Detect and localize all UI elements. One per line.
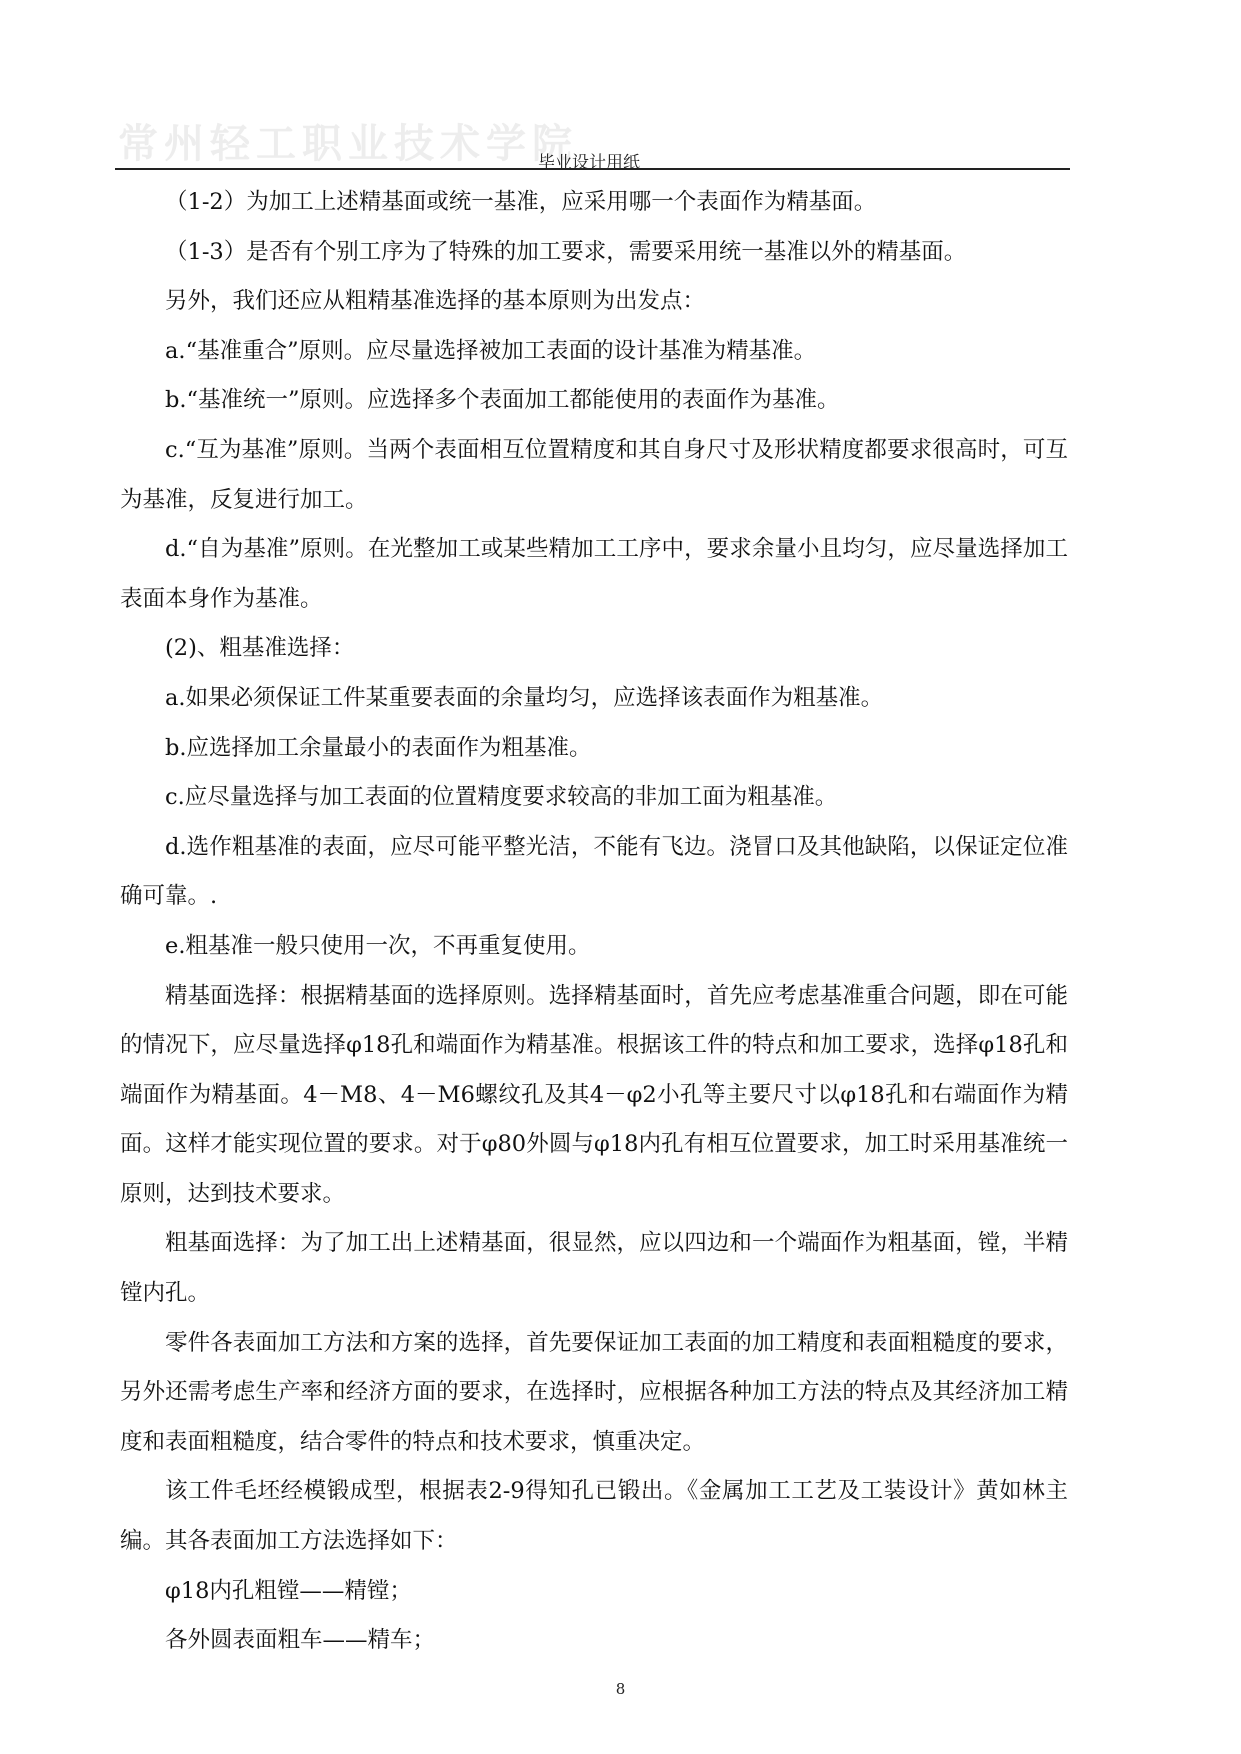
header-title: 毕业设计用纸 (538, 153, 640, 173)
paragraph: 该工件毛坯经模锻成型，根据表2-9得知孔已锻出。《金属加工工艺及工装设计》黄如林主编。其各表面加工方法选择如下： (120, 1478, 1068, 1555)
paragraph: （1-3）是否有个别工序为了特殊的加工要求，需要采用统一基准以外的精基面。 (165, 238, 967, 265)
paragraph: a.如果必须保证工件某重要表面的余量均匀，应选择该表面作为粗基准。 (165, 684, 884, 711)
paragraph: d.“自为基准”原则。在光整加工或某些精加工工序中，要求余量小且均匀，应尽量选择加工表面本身作为基准。 (120, 536, 1068, 612)
paragraph: b.应选择加工余量最小的表面作为粗基准。 (165, 734, 592, 761)
paragraph: 零件各表面加工方法和方案的选择，首先要保证加工表面的加工精度和表面粗糙度的要求，另外还需考虑生产率和经济方面的要求，在选择时，应根据各种加工方法的特点及其经济加工精度和表面粗糙度，结合零件的特点和技术要求，慎重决定。 (120, 1329, 1068, 1455)
paragraph: (2)、粗基准选择： (165, 635, 355, 662)
paragraph: （1-2）为加工上述精基面或统一基准，应采用哪一个表面作为精基面。 (165, 189, 877, 215)
paragraph: e.粗基准一般只使用一次，不再重复使用。 (165, 932, 591, 959)
paragraph: a.“基准重合”原则。应尽量选择被加工表面的设计基准为精基准。 (165, 337, 817, 364)
paragraph: b.“基准统一”原则。应选择多个表面加工都能使用的表面作为基准。 (165, 387, 840, 414)
page-number: 8 (615, 1680, 626, 1698)
paragraph: c.应尽量选择与加工表面的位置精度要求较高的非加工面为粗基准。 (165, 784, 838, 811)
document-body (120, 178, 1068, 1666)
paragraph: 精基面选择：根据精基面的选择原则。选择精基面时，首先应考虑基准重合问题，即在可能的情况下，应尽量选择φ18孔和端面作为精基准。根据该工件的特点和加工要求，选择φ18孔和端面作为精基面。4－M8、4－M6螺纹孔及其4－φ2小孔等主要尺寸以φ18孔和右端面作为精面。这样才能实现位置的要求。对于φ80外圆与φ18内孔有相互位置要求，加工时采用基准统一原则，达到技术要求。 (120, 982, 1068, 1207)
paragraph: 另外，我们还应从粗精基准选择的基本原则为出发点： (165, 288, 706, 315)
paragraph: c.“互为基准”原则。当两个表面相互位置精度和其自身尺寸及形状精度都要求很高时，可互为基准，反复进行加工。 (120, 436, 1068, 513)
paragraph: 各外圆表面粗车——精车； (165, 1627, 436, 1654)
paragraph: φ18内孔粗镗——精镗； (165, 1577, 412, 1604)
header-rule (115, 168, 1070, 170)
paragraph: 粗基面选择：为了加工出上述精基面，很显然，应以四边和一个端面作为粗基面，镗，半精镗内孔。 (120, 1230, 1068, 1307)
paragraph: d.选作粗基准的表面，应尽可能平整光洁，不能有飞边。浇冒口及其他缺陷，以保证定位准确可靠。. (120, 833, 1068, 910)
school-watermark: 常州轻工职业技术学院 (118, 120, 578, 167)
